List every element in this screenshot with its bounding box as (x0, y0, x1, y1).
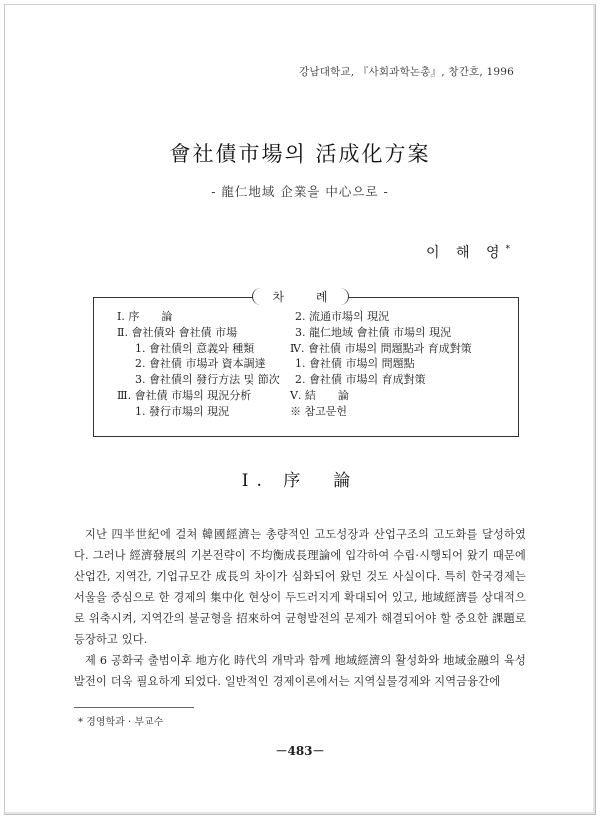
toc-right-column (290, 309, 472, 420)
toc-item: 2. 流通市場의 現況 (295, 310, 390, 323)
toc-item: Ⅱ. 會社債와 會社債 市場 (117, 325, 238, 339)
page-number: －483－ (275, 744, 325, 758)
toc-item: Ⅰ. 序 論 (117, 310, 173, 323)
toc-item: 3. 龍仁地域 會社債 市場의 現況 (295, 325, 452, 339)
toc-item: 3. 會社債의 發行方法 및 節次 (135, 373, 280, 387)
toc-item: 1. 發行市場의 現況 (135, 404, 230, 418)
paper-title: 會社債市場의 活成化方案 (169, 142, 431, 166)
paper-subtitle: - 龍仁地域 企業을 中心으로 - (211, 184, 389, 199)
footnote: * 경영학과 · 부교수 (78, 717, 164, 728)
toc-item: Ⅲ. 會社債 市場의 現況分析 (117, 388, 252, 402)
toc-item: 1. 會社債의 意義와 種類 (135, 341, 255, 355)
toc-item: 2. 會社債 市場과 資本調達 (135, 357, 266, 371)
body-paragraph: 지난 四半世紀에 걸쳐 韓國經濟는 총량적인 고도성장과 산업구조의 고도화를 달성하였다. 그러나 經濟發展의 기본전략이 不均衡成長理論에 입각하여 수립·시행되어 왔기 때문에 산업간, 지역간, 기업규모간 成長의 차이가 심화되어 왔던 것도 사실이다. 특히 한국경제는 서울을 중심으로 한 경제의 集中化 현상이 두드러지게 확대되어 있고, 地域經濟를 상대적으로 위축시켜, 지역간의 불균형을 招來하여 균형발전의 문제가 해결되어야 할 중요한 課題로 등장하고 있다. (74, 528, 526, 646)
toc-left-column (117, 309, 280, 420)
toc-item: Ⅴ. 結 論 (290, 388, 349, 402)
author-footnote-mark: * (505, 244, 510, 255)
toc-heading-label: 차 례 (252, 288, 349, 305)
toc-item: ※ 참고문헌 (290, 404, 348, 418)
footnote-divider (74, 707, 194, 708)
toc-item: 2. 會社債 市場의 育成對策 (295, 373, 426, 387)
journal-citation: 강남대학교, 『사회과학논총』, 창간호, 1996 (299, 66, 514, 78)
section-heading: Ⅰ. 序 論 (241, 471, 359, 491)
toc-item: Ⅳ. 會社債 市場의 問題點과 育成對策 (290, 341, 472, 355)
toc-item: 1. 會社債 市場의 問題點 (295, 357, 415, 371)
author (426, 242, 510, 262)
body-text (74, 524, 526, 692)
author-name: 이 해 영 (426, 245, 506, 261)
toc-heading (0, 288, 600, 305)
body-paragraph: 제 6 공화국 출범이후 地方化 時代의 개막과 함께 地域經濟의 활성화와 地域金融의 육성발전이 더욱 필요하게 되었다. 일반적인 경제이론에서는 지역실물경제와 지역금융간에 (74, 654, 526, 688)
